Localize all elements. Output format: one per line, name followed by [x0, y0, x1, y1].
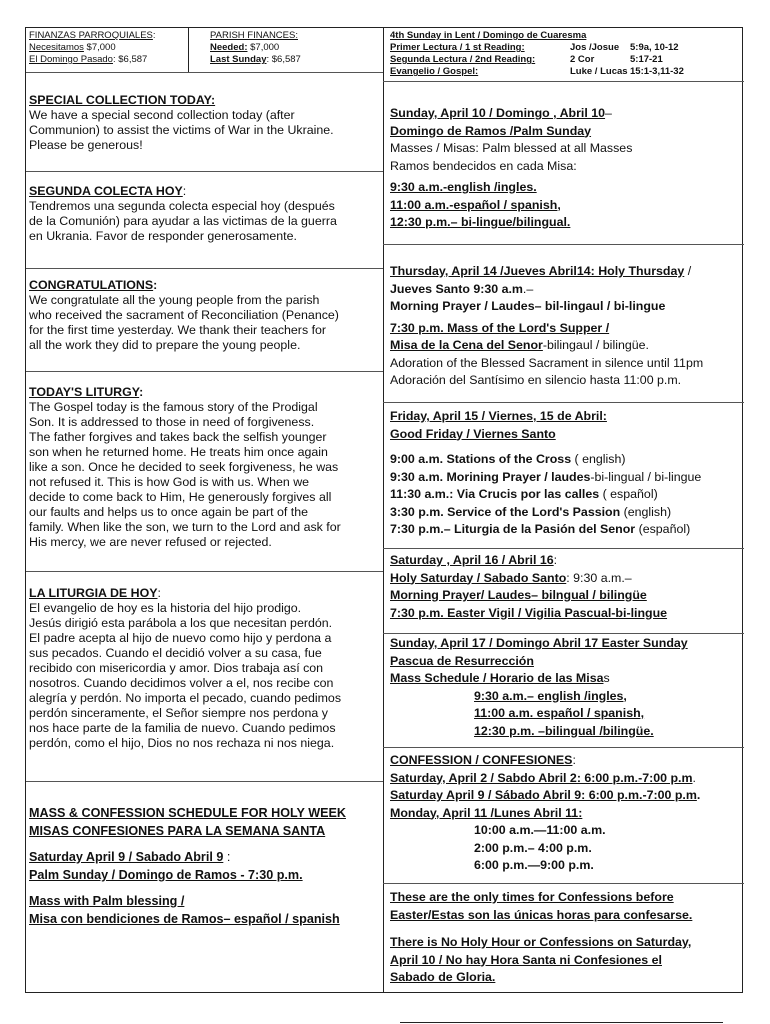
palm-masses: Masses / Misas: Palm blessed at all Masses [390, 141, 633, 155]
todays-liturgy: TODAY'S LITURGY: The Gospel today is the famous story of the Prodigal Son. It is addressed to those in need of forgiveness. The father forgives and takes back the selfish younger son when he returned home. He treats him once again like a son. Once he decided to seek forgiveness, he was not refused it. This is how God is with us. When we decide to come back to Him, He generously forgives all our faults and helps us to once again be part of the family. When like the son, we turn to the Lord and ask for His mercy, we are never refused or rejected. [29, 385, 381, 550]
text-line: The Gospel today is the famous story of the Prodigal [29, 400, 318, 414]
divider-segunda [26, 268, 383, 269]
friday-item [390, 521, 742, 539]
divider-congrats [26, 371, 383, 372]
finances-es-title: FINANZAS PARROQUIALES [29, 30, 153, 41]
no-holy-hour-note [390, 934, 742, 987]
text-line: We congratulate all the young people from the parish [29, 293, 320, 307]
en-needed-value: $7,000 [247, 42, 280, 53]
holyweek-title-en: MASS & CONFESSION SCHEDULE FOR HOLY WEEK [29, 806, 346, 820]
divider-easter [383, 747, 744, 748]
divider-readings [383, 81, 744, 82]
text-line: en Ukrania. Favor de responder generosamente. [29, 229, 297, 243]
readings [390, 30, 740, 78]
holyweek-palm-sunday: Palm Sunday / Domingo de Ramos - 7:30 p.m. [29, 868, 303, 882]
easter-times [390, 688, 742, 741]
text-line: 10:00 a.m.—11:00 a.m. [474, 823, 606, 837]
only-times-note [390, 889, 742, 924]
holy-thursday: Thursday, April 14 /Jueves Abril14: Holy Thursday / Jueves Santo 9:30 a.m.– Morning Prayer / Laudes– bil-lingaul / bi-lingue 7:30 p.m. Mass of the Lord's Supper / Misa de la Cena del Senor-bilingaul / bilingüe. Adoration of the Blessed Sacrament in silence until 11pm Adoración del Santísimo en silencio hasta 11:00 p.m. [390, 263, 742, 390]
segunda-colecta: SEGUNDA COLECTA HOY: Tendremos una segunda colecta especial hoy (después de la Comunión) para ayudar a las victimas de la guerra en Ukrania. Favor de responder generosamente. [29, 184, 381, 244]
la-liturgia: LA LITURGIA DE HOY: El evangelio de hoy es la historia del hijo prodigo. Jesús dirigió esta parábola a los que necesitan perdón. El padre acepta al hijo de nuevo como hijo y perdona a sus pecados. Cuando el decidió volver a su casa, fue recibido con misericordia y amor. Dios trabaja así con nosotros. Cuando decidimos volver a el, nos recibe con alegría y perdón. No importa el pecado, cuando pedimos perdón sinceramente, el Señor siempre nos perdona y nos hace parte de la familia de nuevo. Cuando pedimos perdón, como el hijo, Dios no nos rechaza ni nos niega. [29, 586, 381, 751]
only-times-en: These are the only times for Confessions before [390, 890, 674, 904]
divider-special [26, 171, 383, 172]
friday-item-note: (english) [620, 504, 672, 519]
saturday-date: Saturday , April 16 / Abril 16 [390, 553, 554, 567]
friday-item [390, 469, 742, 487]
es-last-value: : $6,587 [112, 54, 148, 65]
text-line: 11:00 a.m. español / spanish, [474, 706, 645, 720]
finances-en-title: PARISH FINANCES: [210, 30, 298, 41]
en-needed-label: Needed: [210, 42, 248, 53]
text-line: nos hace parte de la familia de nuevo. Cuando pedimos [29, 721, 336, 735]
thursday-jueves: Jueves Santo 9:30 a.m [390, 281, 523, 296]
text-line: for the first time yesterday. We thank their teachers for [29, 323, 327, 337]
segunda-title: SEGUNDA COLECTA HOY [29, 184, 183, 198]
divider-finances [26, 72, 383, 73]
divider-liturgy [26, 571, 383, 572]
friday-item-title: 11:30 a.m.: Via Crucis por las calles [390, 487, 600, 501]
palm-ramos: Ramos bendecidos en cada Misa: [390, 158, 577, 173]
thursday-morning: Morning Prayer / Laudes– bil-lingaul / bi-lingue [390, 299, 666, 313]
en-last-value: : $6,587 [266, 54, 301, 65]
friday-item [390, 486, 742, 504]
readings-title: 4th Sunday in Lent / Domingo de Cuaresma [390, 30, 587, 41]
thursday-cena: Misa de la Cena del Senor [390, 338, 543, 352]
confession-apr11: Monday, April 11 /Lunes Abril 11: [390, 805, 583, 820]
reading-book: Jos /Josue [570, 42, 620, 53]
text-line: de la Comunión) para ayudar a las victimas de la guerra [29, 214, 337, 228]
thursday-adoracion: Adoración del Santísimo en silencio hasta 11:00 p.m. [390, 373, 682, 387]
reading-label: Primer Lectura / 1 st Reading: [390, 42, 525, 53]
special-text [29, 108, 381, 153]
footer-rule [400, 1022, 723, 1023]
holyweek-title-es: MISAS CONFESIONES PARA LA SEMANA SANTA [29, 824, 326, 838]
divider-confession [383, 883, 744, 884]
friday-item-title: 3:30 p.m. Service of the Lord's Passion [390, 504, 621, 519]
holy-saturday: Saturday , April 16 / Abril 16: Holy Saturday / Sabado Santo: 9:30 a.m.– Morning Prayer/ Laudes– bilngual / bilingüe 7:30 p.m. Easter Vigil / Vigilia Pascual-bi-lingue [390, 552, 742, 622]
finances-es: FINANZAS PARROQUIALES: Necesitamos $7,000 El Domingo Pasado: $6,587 [29, 30, 156, 65]
reading-book: Luke / Lucas [570, 66, 628, 77]
palm-title: Domingo de Ramos /Palm Sunday [390, 123, 592, 138]
reading-ref: 5:9a, 10-12 [630, 42, 679, 53]
no-holy-hour-3: Sabado de Gloria. [390, 970, 496, 984]
text-line: 9:30 a.m.-english /ingles. [390, 180, 537, 194]
text-line: 11:00 a.m.-español / spanish, [390, 197, 561, 212]
en-last-label: Last Sunday [210, 54, 267, 65]
friday-item-title: 9:00 a.m. Stations of the Cross [390, 452, 572, 466]
text-line: like a son. Once he decided to seek forgiveness, he was [29, 460, 339, 474]
finances-en [210, 30, 380, 66]
text-line: 12:30 p.m.– bi-lingue/bilingual. [390, 215, 571, 229]
confession-apr2: Saturday, April 2 / Sabdo Abril 2: 6:00 p.m.-7:00 p.m [390, 770, 693, 785]
divider-liturgia [26, 781, 383, 782]
reading-label: Evangelio / Gospel: [390, 66, 479, 77]
divider-palm [383, 244, 744, 245]
reading-ref: 5:17-21 [630, 54, 663, 65]
reading-row [390, 42, 740, 54]
friday-item-note: (español) [635, 522, 691, 536]
confession-times [390, 822, 742, 875]
easter-schedule: Mass Schedule / Horario de las Misa [390, 671, 604, 685]
only-times-es: Easter/Estas son las únicas horas para confesarse. [390, 907, 693, 922]
text-line: We have a special second collection today (after [29, 108, 295, 122]
confession: CONFESSION / CONFESIONES: Saturday, April 2 / Sabdo Abril 2: 6:00 p.m.-7:00 p.m. Saturday April 9 / Sábado Abril 9: 6:00 p.m.-7:00 p.m. Monday, April 11 /Lunes Abril 11: 10:00 a.m.—11:00 a.m. 2:00 p.m.– 4:00 p.m. 6:00 p.m.—9:00 p.m. [390, 752, 742, 875]
text-line: not refused it. This is how God is with us. When we [29, 475, 310, 489]
easter-title: Pascua de Resurrección [390, 653, 534, 668]
no-holy-hour-2: April 10 / No hay Hora Santa ni Confesiones el [390, 952, 662, 967]
text-line: 12:30 p.m. –bilingual /bilingüe. [474, 723, 654, 738]
saturday-vigil: 7:30 p.m. Easter Vigil / Vigilia Pascual-bi-lingue [390, 605, 668, 620]
congratulations: CONGRATULATIONS: We congratulate all the young people from the parish who received the sacrament of Reconciliation (Penance) for the first time yesterday. We thank their teachers for all the work they did to prepare the young people. [29, 278, 381, 353]
easter-date: Sunday, April 17 / Domingo Abril 17 Easter Sunday [390, 636, 688, 650]
friday-item-title: 7:30 p.m.– Liturgia de la Pasión del Senor [390, 522, 636, 536]
text-line: 2:00 p.m.– 4:00 p.m. [474, 840, 592, 855]
saturday-title: Holy Saturday / Sabado Santo [390, 570, 567, 585]
good-friday [390, 408, 742, 539]
text-line: all the work they did to prepare the young people. [29, 338, 301, 352]
liturgy-text [29, 400, 381, 550]
reading-row [390, 66, 740, 78]
text-line: Please be generous! [29, 138, 143, 152]
column-divider [383, 28, 384, 992]
divider-saturday [383, 633, 744, 634]
text-line: Tendremos una segunda colecta especial hoy (después [29, 199, 335, 213]
friday-title: Good Friday / Viernes Santo [390, 426, 556, 441]
text-line: El padre acepta al hijo de nuevo como hijo y perdona a [29, 631, 332, 645]
special-title: SPECIAL COLLECTION TODAY: [29, 93, 216, 107]
friday-item-note: ( español) [599, 487, 658, 501]
es-needed-value: $7,000 [83, 42, 116, 53]
text-line: El evangelio de hoy es la historia del hijo prodigo. [29, 601, 302, 615]
thursday-adoration: Adoration of the Blessed Sacrament in silence until 11pm [390, 355, 704, 370]
es-needed-label: Necesitamos [29, 42, 84, 53]
palm-sunday: Sunday, April 10 / Domingo , Abril 10– Domingo de Ramos /Palm Sunday Masses / Misas: Palm blessed at all Masses Ramos bendecidos en cada Misa: 9:30 a.m.-english /ingles. 11:00 a.m.-español / spanish, 12:30 p.m.– bi-lingue/bilingual. [390, 105, 742, 232]
text-line: our faults and helps us to once again be part of the [29, 505, 308, 519]
reading-ref: 15:1-3,11-32 [630, 66, 684, 77]
text-line: Communion) to assist the victims of War in the Ukraine. [29, 123, 334, 137]
congrats-title: CONGRATULATIONS [29, 278, 154, 292]
friday-item-title: 9:30 a.m. Morining Prayer / laudes [390, 469, 591, 484]
liturgia-title: LA LITURGIA DE HOY [29, 586, 158, 600]
friday-item [390, 504, 742, 522]
text-line: 9:30 a.m.– english /ingles, [474, 688, 627, 703]
friday-date: Friday, April 15 / Viernes, 15 de Abril: [390, 409, 607, 423]
text-line: nosotros. Cuando decidimos volver a el, nos recibe con [29, 676, 334, 690]
finances-divider [188, 28, 189, 72]
holyweek-saturday: Saturday April 9 / Sabado Abril 9 [29, 850, 224, 864]
palm-times [390, 179, 742, 232]
text-line: family. When like the son, we turn to the Lord and ask for [29, 520, 341, 534]
palm-date: Sunday, April 10 / Domingo , Abril 10 [390, 106, 606, 120]
text-line: Son. It is addressed to those in need of forgiveness. [29, 415, 315, 429]
easter-sunday: Sunday, April 17 / Domingo Abril 17 Easter Sunday Pascua de Resurrección Mass Schedule / Horario de las Misas 9:30 a.m.– english /ingles, 11:00 a.m. español / spanish, 12:30 p.m. –bilingual /bilingüe. [390, 635, 742, 740]
reading-row [390, 54, 740, 66]
confession-title: CONFESSION / CONFESIONES [390, 753, 573, 767]
friday-item-note: -bi-lingual / bi-lingue [590, 469, 702, 484]
thursday-supper: 7:30 p.m. Mass of the Lord's Supper / [390, 320, 610, 335]
text-line: decide to come back to Him, He generously forgives all [29, 490, 332, 504]
text-line: sus pecados. Cuando el decidió volver a su casa, fue [29, 646, 322, 660]
thursday-date: Thursday, April 14 /Jueves Abril14: Holy Thursday [390, 264, 685, 278]
holyweek-mass-palm: Mass with Palm blessing / [29, 894, 185, 908]
special-collection [29, 93, 381, 153]
text-line: son when he returned home. He treats him once again [29, 445, 328, 459]
friday-item-note: ( english) [571, 452, 626, 466]
holy-week-schedule: MASS & CONFESSION SCHEDULE FOR HOLY WEEK MISAS CONFESIONES PARA LA SEMANA SANTA Saturday April 9 / Sabado Abril 9 : Palm Sunday / Domingo de Ramos - 7:30 p.m. Mass with Palm blessing / Misa con bendiciones de Ramos– español / spanish [29, 804, 381, 928]
text-line: The father forgives and takes back the selfish younger [29, 430, 327, 444]
text-line: who received the sacrament of Reconciliation (Penance) [29, 308, 339, 322]
no-holy-hour-1: There is No Holy Hour or Confessions on Saturday, [390, 935, 692, 949]
text-line: alegría y perdón. No importa el pecado, cuando pedimos [29, 691, 342, 705]
text-line: perdón, como el hijo, Dios no nos rechaza ni nos niega. [29, 736, 335, 750]
divider-friday [383, 548, 744, 549]
liturgy-title: TODAY'S LITURGY [29, 385, 140, 399]
saturday-morning: Morning Prayer/ Laudes– bilngual / bilingüe [390, 588, 647, 602]
text-line: perdón sinceramente, el Señor siempre nos perdona y [29, 706, 328, 720]
text-line: Jesús dirigió esta parábola a los que necesitan perdón. [29, 616, 333, 630]
bulletin-page [25, 27, 743, 993]
es-last-label: El Domingo Pasado [29, 54, 113, 65]
segunda-text [29, 199, 381, 244]
reading-book: 2 Cor [570, 54, 595, 65]
confession-apr9: Saturday April 9 / Sábado Abril 9: 6:00 p.m.-7:00 p.m [390, 788, 697, 802]
holyweek-misa-ramos: Misa con bendiciones de Ramos– español / spanish [29, 912, 340, 926]
liturgia-text [29, 601, 381, 751]
friday-item [390, 451, 742, 469]
text-line: recibido con misericordia y amor. Dios trabaja así con [29, 661, 324, 675]
text-line: His mercy, we are never refused or rejected. [29, 535, 272, 549]
divider-thursday [383, 402, 744, 403]
congrats-text [29, 293, 381, 353]
text-line: 6:00 p.m.—9:00 p.m. [474, 858, 594, 872]
reading-label: Segunda Lectura / 2nd Reading: [390, 54, 536, 65]
